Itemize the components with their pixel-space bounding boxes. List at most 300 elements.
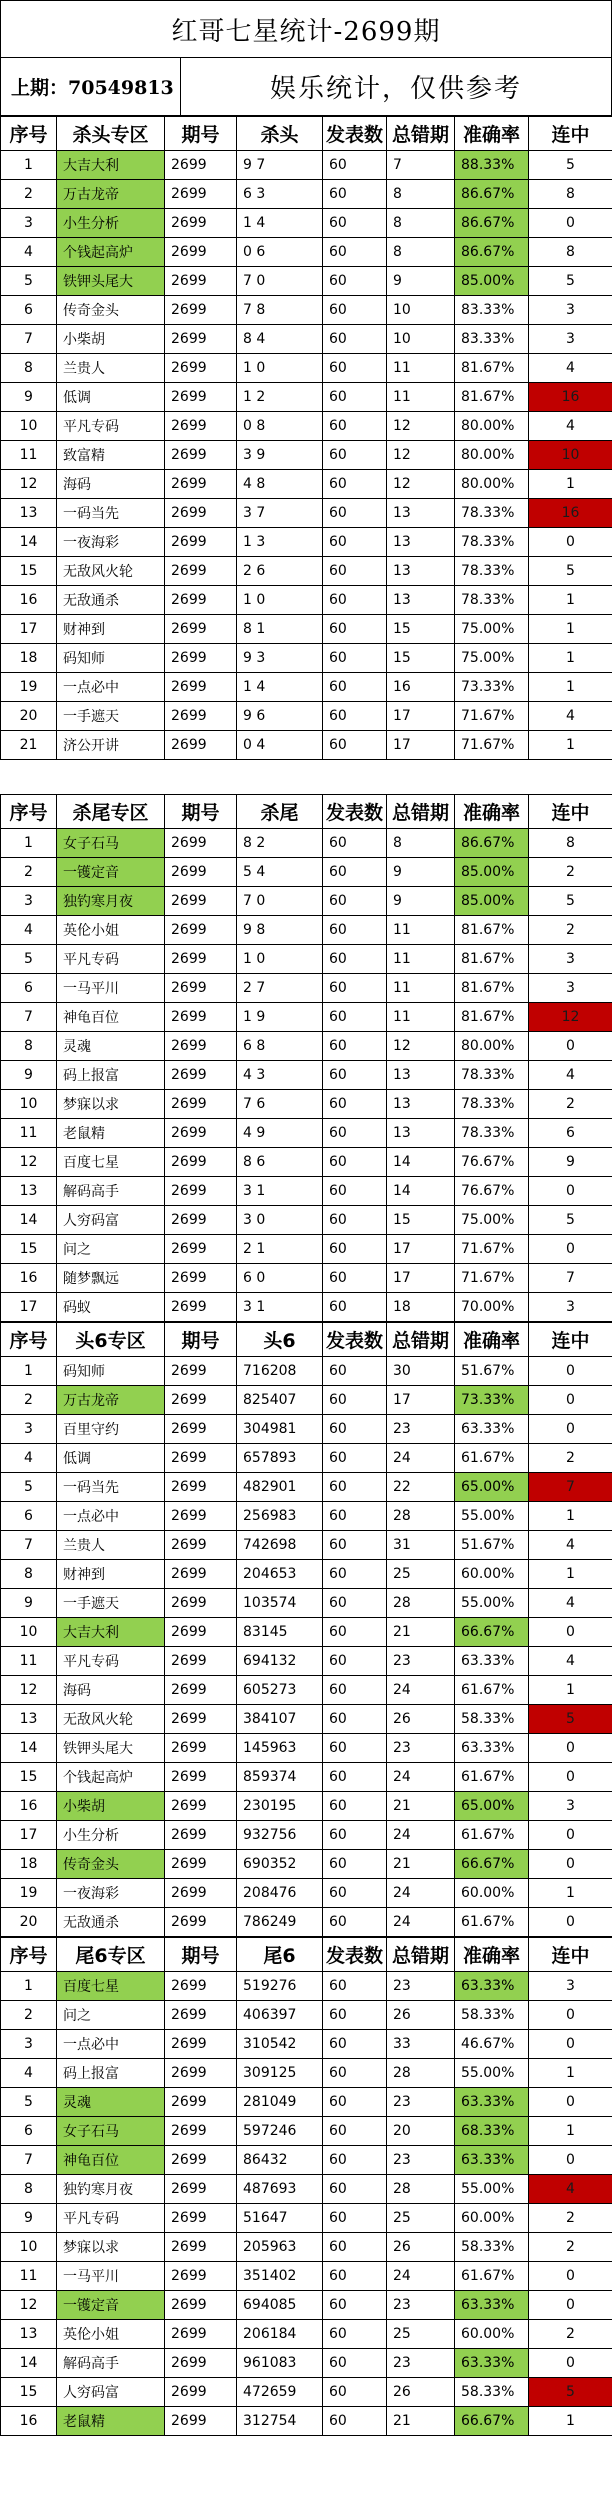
cell-streak: 1 bbox=[529, 673, 612, 702]
cell-posts: 60 bbox=[323, 1264, 387, 1293]
table-row bbox=[1, 1531, 612, 1560]
table-row bbox=[1, 644, 612, 673]
cell-pick: 3 9 bbox=[237, 441, 323, 470]
cell-posts: 60 bbox=[323, 974, 387, 1003]
cell-posts: 60 bbox=[323, 499, 387, 528]
cell-rate: 76.67% bbox=[455, 1177, 529, 1206]
cell-errors: 13 bbox=[387, 528, 455, 557]
cell-posts: 60 bbox=[323, 1502, 387, 1531]
cell-streak: 0 bbox=[529, 2146, 612, 2175]
cell-posts: 60 bbox=[323, 916, 387, 945]
header-name: 头6专区 bbox=[57, 1323, 165, 1357]
cell-issue: 2699 bbox=[165, 1531, 237, 1560]
cell-issue: 2699 bbox=[165, 945, 237, 974]
cell-errors: 20 bbox=[387, 2117, 455, 2146]
cell-rate: 60.00% bbox=[455, 1879, 529, 1908]
cell-posts: 60 bbox=[323, 945, 387, 974]
cell-name: 随梦飘远 bbox=[57, 1264, 165, 1293]
cell-index: 20 bbox=[1, 1908, 57, 1937]
cell-pick: 103574 bbox=[237, 1589, 323, 1618]
cell-posts: 60 bbox=[323, 644, 387, 673]
cell-streak: 3 bbox=[529, 1293, 612, 1322]
table-row bbox=[1, 267, 612, 296]
cell-streak: 4 bbox=[529, 354, 612, 383]
cell-errors: 23 bbox=[387, 2088, 455, 2117]
cell-posts: 60 bbox=[323, 1647, 387, 1676]
cell-index: 13 bbox=[1, 1705, 57, 1734]
cell-errors: 11 bbox=[387, 1003, 455, 1032]
cell-issue: 2699 bbox=[165, 1734, 237, 1763]
cell-issue: 2699 bbox=[165, 1705, 237, 1734]
cell-name: 平凡专码 bbox=[57, 412, 165, 441]
cell-rate: 70.00% bbox=[455, 1293, 529, 1322]
cell-index: 8 bbox=[1, 1032, 57, 1061]
cell-name: 独钓寒月夜 bbox=[57, 2175, 165, 2204]
cell-errors: 23 bbox=[387, 1647, 455, 1676]
table-row bbox=[1, 2262, 612, 2291]
cell-streak: 0 bbox=[529, 1032, 612, 1061]
cell-issue: 2699 bbox=[165, 2262, 237, 2291]
cell-errors: 28 bbox=[387, 1502, 455, 1531]
cell-errors: 13 bbox=[387, 1119, 455, 1148]
cell-issue: 2699 bbox=[165, 1264, 237, 1293]
cell-name: 一夜海彩 bbox=[57, 1879, 165, 1908]
cell-posts: 60 bbox=[323, 1032, 387, 1061]
header-posts: 发表数 bbox=[323, 1323, 387, 1357]
cell-rate: 66.67% bbox=[455, 1850, 529, 1879]
table-row bbox=[1, 2146, 612, 2175]
cell-index: 16 bbox=[1, 1792, 57, 1821]
cell-index: 15 bbox=[1, 557, 57, 586]
cell-errors: 9 bbox=[387, 858, 455, 887]
cell-streak: 2 bbox=[529, 1090, 612, 1119]
cell-pick: 384107 bbox=[237, 1705, 323, 1734]
table-row bbox=[1, 1647, 612, 1676]
cell-pick: 932756 bbox=[237, 1821, 323, 1850]
cell-errors: 26 bbox=[387, 1705, 455, 1734]
table-row bbox=[1, 1003, 612, 1032]
cell-rate: 78.33% bbox=[455, 586, 529, 615]
header-pick: 尾6 bbox=[237, 1938, 323, 1972]
cell-posts: 60 bbox=[323, 1090, 387, 1119]
cell-issue: 2699 bbox=[165, 1206, 237, 1235]
cell-streak: 1 bbox=[529, 2059, 612, 2088]
table-row bbox=[1, 2233, 612, 2262]
cell-streak: 2 bbox=[529, 858, 612, 887]
cell-errors: 26 bbox=[387, 2378, 455, 2407]
cell-rate: 71.67% bbox=[455, 731, 529, 760]
cell-name: 致富精 bbox=[57, 441, 165, 470]
table-row bbox=[1, 209, 612, 238]
cell-issue: 2699 bbox=[165, 731, 237, 760]
cell-pick: 1 4 bbox=[237, 673, 323, 702]
cell-pick: 742698 bbox=[237, 1531, 323, 1560]
cell-rate: 55.00% bbox=[455, 2059, 529, 2088]
cell-streak: 0 bbox=[529, 1235, 612, 1264]
cell-rate: 61.67% bbox=[455, 1821, 529, 1850]
cell-name: 个钱起高炉 bbox=[57, 238, 165, 267]
cell-name: 海码 bbox=[57, 1676, 165, 1705]
cell-posts: 60 bbox=[323, 412, 387, 441]
cell-index: 14 bbox=[1, 1206, 57, 1235]
header-issue: 期号 bbox=[165, 1938, 237, 1972]
cell-errors: 24 bbox=[387, 1763, 455, 1792]
cell-name: 一点必中 bbox=[57, 1502, 165, 1531]
table-row bbox=[1, 1763, 612, 1792]
cell-index: 9 bbox=[1, 1589, 57, 1618]
cell-errors: 15 bbox=[387, 644, 455, 673]
table-row bbox=[1, 499, 612, 528]
cell-streak: 0 bbox=[529, 1821, 612, 1850]
cell-rate: 78.33% bbox=[455, 499, 529, 528]
cell-index: 5 bbox=[1, 1473, 57, 1502]
cell-index: 1 bbox=[1, 829, 57, 858]
cell-errors: 30 bbox=[387, 1357, 455, 1386]
cell-errors: 13 bbox=[387, 1090, 455, 1119]
cell-name: 灵魂 bbox=[57, 2088, 165, 2117]
cell-streak: 0 bbox=[529, 1734, 612, 1763]
cell-posts: 60 bbox=[323, 2175, 387, 2204]
cell-posts: 60 bbox=[323, 2117, 387, 2146]
cell-errors: 26 bbox=[387, 2233, 455, 2262]
header-errors: 总错期 bbox=[387, 795, 455, 829]
cell-name: 兰贵人 bbox=[57, 354, 165, 383]
cell-index: 15 bbox=[1, 2378, 57, 2407]
cell-index: 21 bbox=[1, 731, 57, 760]
cell-index: 8 bbox=[1, 354, 57, 383]
cell-issue: 2699 bbox=[165, 586, 237, 615]
cell-streak: 0 bbox=[529, 2291, 612, 2320]
cell-pick: 9 3 bbox=[237, 644, 323, 673]
cell-rate: 88.33% bbox=[455, 151, 529, 180]
cell-posts: 60 bbox=[323, 528, 387, 557]
cell-name: 无敌通杀 bbox=[57, 586, 165, 615]
cell-name: 一点必中 bbox=[57, 2030, 165, 2059]
cell-pick: 310542 bbox=[237, 2030, 323, 2059]
cell-pick: 7 0 bbox=[237, 887, 323, 916]
table-row bbox=[1, 1473, 612, 1502]
cell-index: 1 bbox=[1, 151, 57, 180]
cell-index: 3 bbox=[1, 887, 57, 916]
cell-streak: 5 bbox=[529, 267, 612, 296]
cell-index: 10 bbox=[1, 1090, 57, 1119]
cell-issue: 2699 bbox=[165, 354, 237, 383]
cell-name: 码知师 bbox=[57, 644, 165, 673]
cell-name: 一镬定音 bbox=[57, 2291, 165, 2320]
cell-pick: 9 8 bbox=[237, 916, 323, 945]
cell-index: 2 bbox=[1, 180, 57, 209]
cell-posts: 60 bbox=[323, 2262, 387, 2291]
table-row bbox=[1, 1676, 612, 1705]
cell-posts: 60 bbox=[323, 267, 387, 296]
cell-issue: 2699 bbox=[165, 267, 237, 296]
cell-pick: 1 0 bbox=[237, 586, 323, 615]
cell-streak: 2 bbox=[529, 2204, 612, 2233]
cell-index: 13 bbox=[1, 499, 57, 528]
cell-rate: 75.00% bbox=[455, 1206, 529, 1235]
cell-name: 一码当先 bbox=[57, 499, 165, 528]
cell-streak: 0 bbox=[529, 1908, 612, 1937]
cell-index: 18 bbox=[1, 644, 57, 673]
table-row bbox=[1, 731, 612, 760]
cell-issue: 2699 bbox=[165, 1177, 237, 1206]
cell-index: 17 bbox=[1, 1293, 57, 1322]
cell-pick: 8 2 bbox=[237, 829, 323, 858]
cell-name: 问之 bbox=[57, 1235, 165, 1264]
cell-index: 10 bbox=[1, 412, 57, 441]
cell-rate: 60.00% bbox=[455, 1560, 529, 1589]
cell-issue: 2699 bbox=[165, 829, 237, 858]
sub-header bbox=[0, 58, 612, 116]
cell-pick: 1 4 bbox=[237, 209, 323, 238]
cell-errors: 12 bbox=[387, 441, 455, 470]
cell-streak: 3 bbox=[529, 1972, 612, 2001]
cell-pick: 1 0 bbox=[237, 945, 323, 974]
cell-index: 4 bbox=[1, 1444, 57, 1473]
cell-name: 平凡专码 bbox=[57, 945, 165, 974]
cell-issue: 2699 bbox=[165, 673, 237, 702]
table-row bbox=[1, 383, 612, 412]
cell-streak: 5 bbox=[529, 1206, 612, 1235]
cell-errors: 31 bbox=[387, 1531, 455, 1560]
header-index: 序号 bbox=[1, 795, 57, 829]
cell-errors: 11 bbox=[387, 974, 455, 1003]
cell-index: 10 bbox=[1, 1618, 57, 1647]
header-rate: 准确率 bbox=[455, 1938, 529, 1972]
cell-posts: 60 bbox=[323, 2059, 387, 2088]
cell-name: 码蚁 bbox=[57, 1293, 165, 1322]
cell-name: 神龟百位 bbox=[57, 2146, 165, 2175]
cell-issue: 2699 bbox=[165, 916, 237, 945]
cell-name: 平凡专码 bbox=[57, 2204, 165, 2233]
cell-index: 14 bbox=[1, 2349, 57, 2378]
cell-index: 12 bbox=[1, 1676, 57, 1705]
cell-pick: 281049 bbox=[237, 2088, 323, 2117]
cell-errors: 8 bbox=[387, 180, 455, 209]
cell-name: 人穷码富 bbox=[57, 1206, 165, 1235]
cell-rate: 61.67% bbox=[455, 2262, 529, 2291]
cell-issue: 2699 bbox=[165, 499, 237, 528]
table-row bbox=[1, 974, 612, 1003]
cell-posts: 60 bbox=[323, 1119, 387, 1148]
cell-issue: 2699 bbox=[165, 383, 237, 412]
cell-pick: 309125 bbox=[237, 2059, 323, 2088]
table-row bbox=[1, 858, 612, 887]
cell-errors: 12 bbox=[387, 470, 455, 499]
cell-rate: 71.67% bbox=[455, 702, 529, 731]
cell-posts: 60 bbox=[323, 2204, 387, 2233]
cell-streak: 1 bbox=[529, 586, 612, 615]
cell-errors: 23 bbox=[387, 1972, 455, 2001]
cell-pick: 6 0 bbox=[237, 1264, 323, 1293]
cell-errors: 15 bbox=[387, 1206, 455, 1235]
cell-errors: 17 bbox=[387, 1386, 455, 1415]
cell-streak: 8 bbox=[529, 829, 612, 858]
cell-issue: 2699 bbox=[165, 2175, 237, 2204]
cell-errors: 15 bbox=[387, 615, 455, 644]
cell-posts: 60 bbox=[323, 2349, 387, 2378]
cell-pick: 406397 bbox=[237, 2001, 323, 2030]
cell-name: 一手遮天 bbox=[57, 702, 165, 731]
table-row bbox=[1, 2349, 612, 2378]
cell-streak: 0 bbox=[529, 1386, 612, 1415]
cell-rate: 81.67% bbox=[455, 916, 529, 945]
cell-index: 5 bbox=[1, 945, 57, 974]
header-pick: 头6 bbox=[237, 1323, 323, 1357]
table-row bbox=[1, 673, 612, 702]
cell-name: 一马平川 bbox=[57, 974, 165, 1003]
cell-index: 7 bbox=[1, 2146, 57, 2175]
cell-posts: 60 bbox=[323, 1618, 387, 1647]
cell-posts: 60 bbox=[323, 1357, 387, 1386]
cell-streak: 2 bbox=[529, 2233, 612, 2262]
cell-index: 16 bbox=[1, 1264, 57, 1293]
cell-errors: 24 bbox=[387, 2262, 455, 2291]
cell-name: 英伦小姐 bbox=[57, 2320, 165, 2349]
table-row bbox=[1, 829, 612, 858]
cell-pick: 487693 bbox=[237, 2175, 323, 2204]
header-index: 序号 bbox=[1, 1938, 57, 1972]
cell-issue: 2699 bbox=[165, 1148, 237, 1177]
cell-errors: 9 bbox=[387, 887, 455, 916]
cell-posts: 60 bbox=[323, 2001, 387, 2030]
cell-pick: 690352 bbox=[237, 1850, 323, 1879]
cell-name: 一码当先 bbox=[57, 1473, 165, 1502]
cell-pick: 83145 bbox=[237, 1618, 323, 1647]
cell-name: 一点必中 bbox=[57, 673, 165, 702]
cell-posts: 60 bbox=[323, 1589, 387, 1618]
cell-name: 万古龙帝 bbox=[57, 180, 165, 209]
cell-rate: 75.00% bbox=[455, 615, 529, 644]
cell-issue: 2699 bbox=[165, 1415, 237, 1444]
cell-posts: 60 bbox=[323, 1850, 387, 1879]
cell-streak: 2 bbox=[529, 1444, 612, 1473]
cell-streak: 4 bbox=[529, 702, 612, 731]
cell-issue: 2699 bbox=[165, 1090, 237, 1119]
cell-errors: 25 bbox=[387, 2320, 455, 2349]
cell-errors: 23 bbox=[387, 2349, 455, 2378]
cell-issue: 2699 bbox=[165, 1676, 237, 1705]
page-title: 红哥七星统计-2699期 bbox=[0, 0, 612, 58]
cell-streak: 5 bbox=[529, 1705, 612, 1734]
cell-rate: 61.67% bbox=[455, 1676, 529, 1705]
table-row bbox=[1, 151, 612, 180]
table-row bbox=[1, 2407, 612, 2436]
cell-pick: 1 9 bbox=[237, 1003, 323, 1032]
table-row bbox=[1, 1502, 612, 1531]
cell-issue: 2699 bbox=[165, 1061, 237, 1090]
table-row bbox=[1, 1386, 612, 1415]
table-row bbox=[1, 441, 612, 470]
stats-table-3 bbox=[0, 1322, 612, 1937]
cell-index: 9 bbox=[1, 2204, 57, 2233]
cell-errors: 26 bbox=[387, 2001, 455, 2030]
header-posts: 发表数 bbox=[323, 117, 387, 151]
cell-errors: 24 bbox=[387, 1879, 455, 1908]
cell-pick: 4 3 bbox=[237, 1061, 323, 1090]
cell-streak: 0 bbox=[529, 528, 612, 557]
cell-name: 无敌风火轮 bbox=[57, 557, 165, 586]
cell-issue: 2699 bbox=[165, 1560, 237, 1589]
cell-issue: 2699 bbox=[165, 209, 237, 238]
cell-issue: 2699 bbox=[165, 470, 237, 499]
cell-name: 财神到 bbox=[57, 1560, 165, 1589]
cell-rate: 78.33% bbox=[455, 528, 529, 557]
table-row bbox=[1, 1705, 612, 1734]
cell-name: 百度七星 bbox=[57, 1972, 165, 2001]
cell-streak: 1 bbox=[529, 1502, 612, 1531]
cell-index: 17 bbox=[1, 615, 57, 644]
cell-streak: 0 bbox=[529, 1850, 612, 1879]
cell-posts: 60 bbox=[323, 2291, 387, 2320]
cell-streak: 7 bbox=[529, 1264, 612, 1293]
cell-pick: 8 4 bbox=[237, 325, 323, 354]
cell-pick: 206184 bbox=[237, 2320, 323, 2349]
cell-posts: 60 bbox=[323, 858, 387, 887]
cell-streak: 4 bbox=[529, 1531, 612, 1560]
cell-errors: 21 bbox=[387, 1618, 455, 1647]
cell-streak: 12 bbox=[529, 1003, 612, 1032]
cell-errors: 14 bbox=[387, 1148, 455, 1177]
cell-errors: 22 bbox=[387, 1473, 455, 1502]
cell-pick: 2 7 bbox=[237, 974, 323, 1003]
table-row bbox=[1, 1850, 612, 1879]
header-index: 序号 bbox=[1, 1323, 57, 1357]
cell-errors: 28 bbox=[387, 1589, 455, 1618]
cell-name: 一夜海彩 bbox=[57, 528, 165, 557]
cell-streak: 7 bbox=[529, 1473, 612, 1502]
cell-rate: 58.33% bbox=[455, 1705, 529, 1734]
table-header-row bbox=[1, 1938, 612, 1972]
cell-pick: 1 2 bbox=[237, 383, 323, 412]
cell-issue: 2699 bbox=[165, 2204, 237, 2233]
header-issue: 期号 bbox=[165, 117, 237, 151]
table-row bbox=[1, 702, 612, 731]
cell-rate: 51.67% bbox=[455, 1357, 529, 1386]
cell-posts: 60 bbox=[323, 1676, 387, 1705]
header-streak: 连中 bbox=[529, 795, 612, 829]
cell-index: 10 bbox=[1, 2233, 57, 2262]
cell-issue: 2699 bbox=[165, 2117, 237, 2146]
cell-rate: 55.00% bbox=[455, 1589, 529, 1618]
cell-name: 万古龙帝 bbox=[57, 1386, 165, 1415]
cell-index: 13 bbox=[1, 2320, 57, 2349]
section-gap bbox=[0, 760, 612, 794]
stats-table-4 bbox=[0, 1937, 612, 2436]
header-posts: 发表数 bbox=[323, 1938, 387, 1972]
cell-name: 海码 bbox=[57, 470, 165, 499]
cell-posts: 60 bbox=[323, 441, 387, 470]
cell-pick: 4 9 bbox=[237, 1119, 323, 1148]
cell-posts: 60 bbox=[323, 325, 387, 354]
cell-name: 老鼠精 bbox=[57, 1119, 165, 1148]
cell-posts: 60 bbox=[323, 1206, 387, 1235]
cell-posts: 60 bbox=[323, 2088, 387, 2117]
cell-index: 5 bbox=[1, 2088, 57, 2117]
table-row bbox=[1, 615, 612, 644]
cell-issue: 2699 bbox=[165, 1003, 237, 1032]
cell-rate: 61.67% bbox=[455, 1444, 529, 1473]
cell-errors: 28 bbox=[387, 2059, 455, 2088]
cell-posts: 60 bbox=[323, 470, 387, 499]
cell-rate: 63.33% bbox=[455, 1734, 529, 1763]
cell-index: 6 bbox=[1, 974, 57, 1003]
cell-pick: 7 8 bbox=[237, 296, 323, 325]
header-name: 杀尾专区 bbox=[57, 795, 165, 829]
cell-errors: 10 bbox=[387, 296, 455, 325]
table-row bbox=[1, 1293, 612, 1322]
cell-issue: 2699 bbox=[165, 2407, 237, 2436]
